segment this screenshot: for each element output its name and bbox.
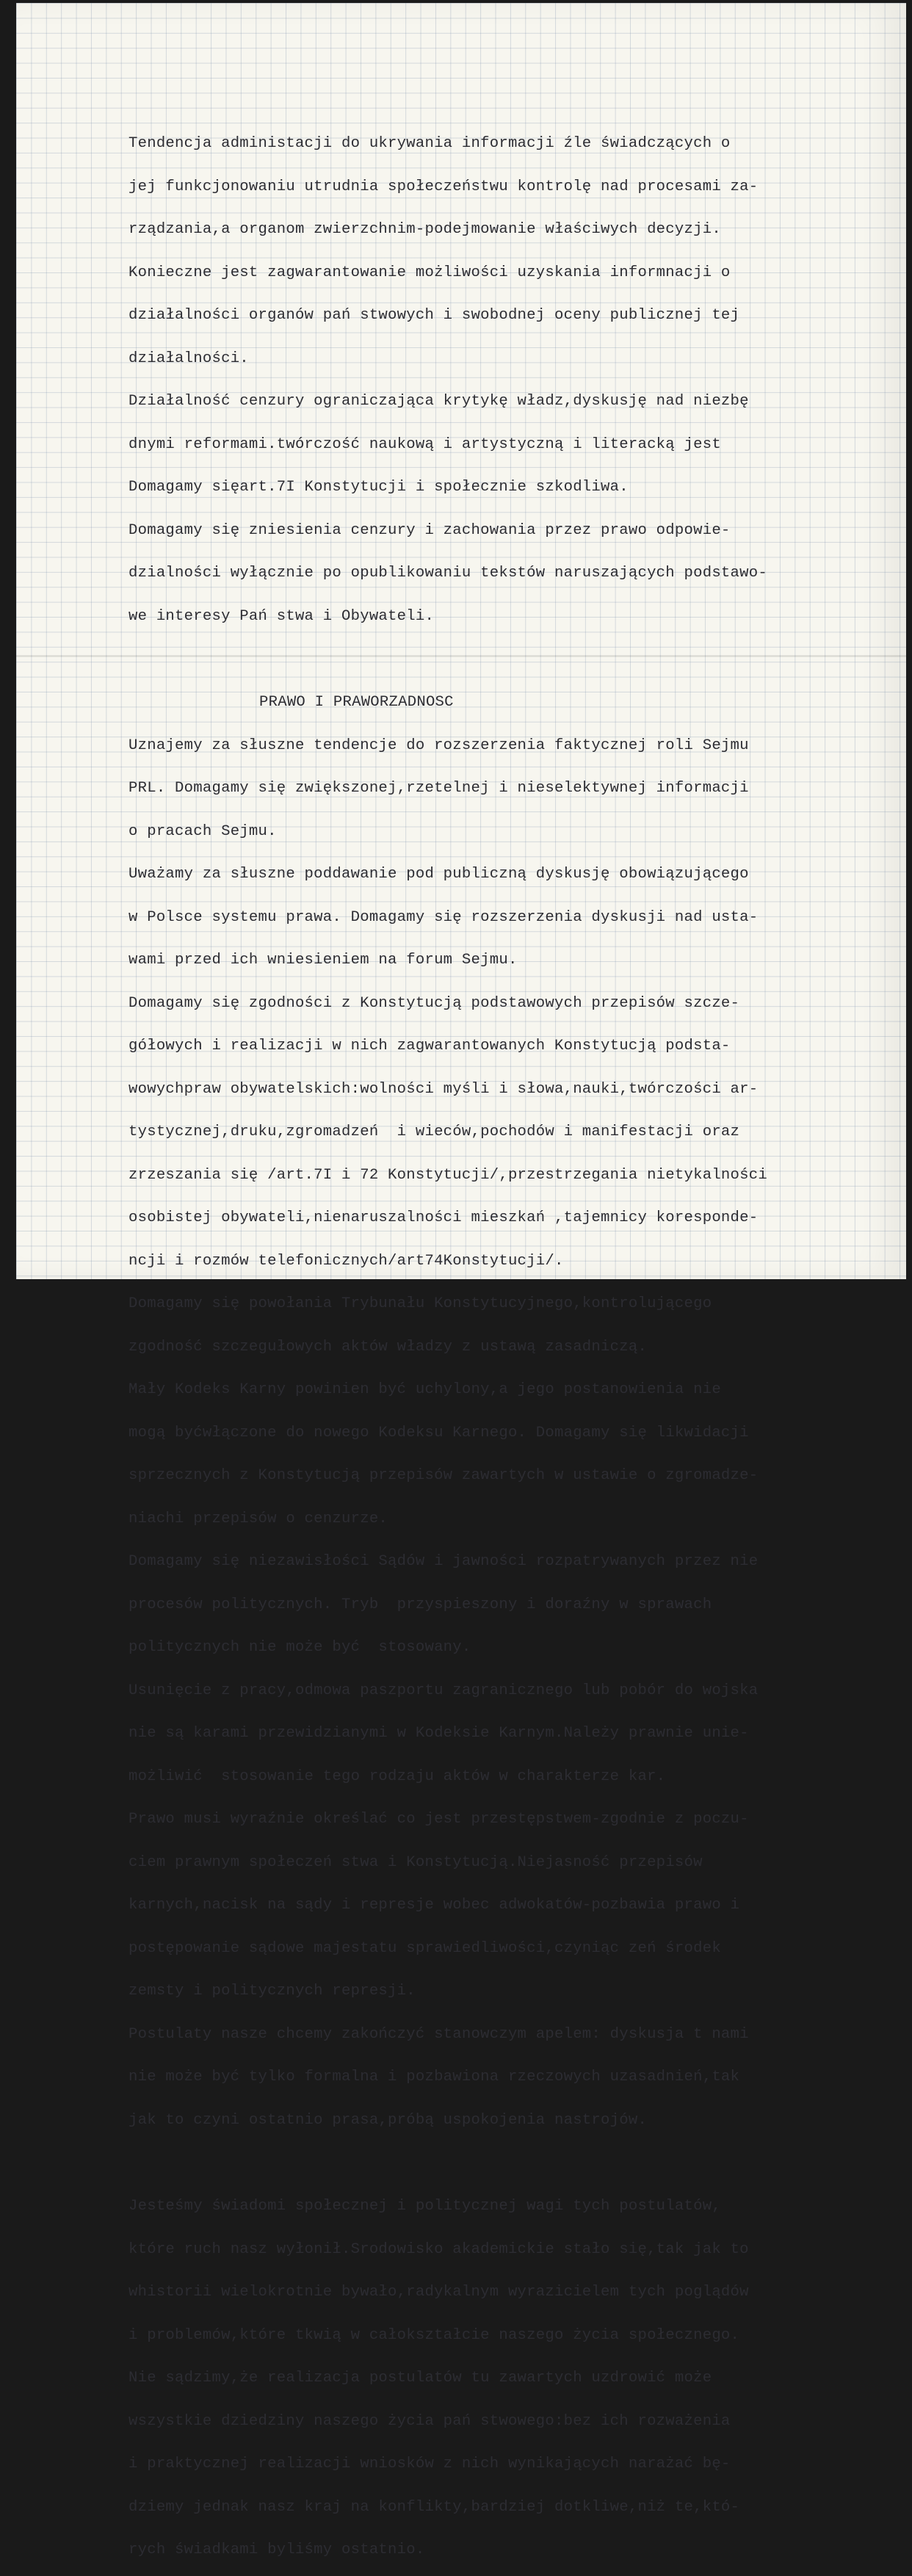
text-line: Uważamy za słuszne poddawanie pod publiczną dyskusję obowiązującego — [129, 866, 749, 883]
text-line: procesów politycznych. Tryb przyspieszony i doraźny w sprawach — [129, 1596, 712, 1613]
text-line: Nie sądzimy,że realizacja postulatów tu zawartych uzdrowić może — [129, 2370, 712, 2387]
document-page — [16, 3, 906, 2558]
text-line: które ruch nasz wyłonił.Srodowisko akademickie stało się,tak jak to — [129, 2240, 749, 2258]
text-line: Domagamy się powołania Trybunału Konstytucyjnego,kontrolującego — [129, 1295, 712, 1312]
text-line: nie może być tylko formalna i pozbawiona rzeczowych uzasadnień,tak — [129, 2069, 740, 2085]
text-line: wowychpraw obywatelskich:wolności myśli i słowa,nauki,twórczości ar- — [129, 1080, 759, 1098]
paragraph-gap — [129, 2156, 907, 2171]
text-line: jak to czyni ostatnio prasa,próbą uspokojenia nastrojów. — [129, 2111, 648, 2129]
text-line: możliwić stosowanie tego rodzaju aktów w charakterze kar. — [129, 1768, 666, 1785]
text-line: PRL. Domagamy się zwiększonej,rzetelnej i nieselektywnej informacji — [129, 780, 749, 797]
text-line: niachi przepisów o cenzurze. — [129, 1510, 388, 1527]
paragraph-gap — [129, 652, 907, 667]
text-line: ncji i rozmów telefonicznych/art74Konstytucji/. — [129, 1252, 564, 1270]
text-line: o pracach Sejmu. — [129, 822, 277, 840]
text-line: Domagamy się zgodności z Konstytucją podstawowych przepisów szcze- — [129, 994, 740, 1012]
text-line: politycznych nie może być stosowany. — [129, 1639, 471, 1656]
text-line: Domagamy sięart.7I Konstytucji i społecznie szkodliwa. — [129, 479, 629, 496]
text-line: zgodność szczegułowych aktów władzy z ustawą zasadniczą. — [129, 1338, 648, 1356]
text-line: działalności organów pań stwowych i swobodnej oceny publicznej tej — [129, 307, 740, 324]
text-line: i problemów,które tkwią w całokształcie naszego życia społecznego. — [129, 2326, 740, 2344]
text-line: Domagamy się zniesienia cenzury i zachowania przez prawo odpowie- — [129, 521, 731, 539]
text-line: zemsty i politycznych represji. — [129, 1983, 416, 2000]
text-line: osobistej obywateli,nienaruszalności mieszkań ,tajemnicy koresponde- — [129, 1209, 759, 1226]
text-line: Konieczne jest zagwarantowanie możliwości uzyskania informnacji o — [129, 264, 731, 281]
text-line: Domagamy się niezawisłości Sądów i jawności rozpatrywanych przez nie — [129, 1553, 759, 1570]
text-line: ciem prawnym społeczeń stwa i Konstytucją.Niejasność przepisów — [129, 1853, 703, 1871]
text-line: dzialności wyłącznie po opublikowaniu tekstów naruszających podstawo- — [129, 565, 767, 582]
text-line: Mały Kodeks Karny powinien być uchylony,a jego postanowienia nie — [129, 1381, 721, 1398]
text-line: dnymi reformami.twórczość naukową i artystyczną i literacką jest — [129, 435, 721, 453]
text-line: mogą byćwłączone do nowego Kodeksu Karnego. Domagamy się likwidacji — [129, 1424, 749, 1441]
text-line: Tendencja administacji do ukrywania informacji źle świadczących o — [129, 135, 731, 152]
text-line: i praktycznej realizacji wniosków z nich wynikających narażać bę- — [129, 2456, 731, 2472]
text-line: sprzecznych z Konstytucją przepisów zawartych w ustawie o zgromadze- — [129, 1467, 759, 1484]
text-line: we interesy Pań stwa i Obywateli. — [129, 607, 435, 625]
text-line: rządzania,a organom zwierzchnim-podejmowanie właściwych decyzji. — [129, 221, 721, 238]
text-line: wami przed ich wniesieniem na forum Sejmu. — [129, 952, 518, 969]
text-line: whistorii wielokrotnie bywało,radykalnym wyrazicielem tych poglądów — [129, 2284, 749, 2301]
text-line: nie są karami przewidzianymi w Kodeksie Karnym.Należy prawnie unie- — [129, 1725, 749, 1742]
text-line: karnych,nacisk na sądy i represje wobec adwokatów-pozbawia prawo i — [129, 1897, 740, 1914]
text-line: postępowanie sądowe majestatu sprawiedliwości,czyniąc zeń środek — [129, 1939, 721, 1957]
text-line: działalności. — [129, 350, 249, 367]
text-line: jej funkcjonowaniu utrudnia społeczeństwu kontrolę nad procesami za- — [129, 178, 759, 195]
text-line: zrzeszania się /art.7I i 72 Konstytucji/,przestrzegania nietykalności — [129, 1166, 767, 1184]
text-line: gółowych i realizacji w nich zagwarantowanych Konstytucją podsta- — [129, 1038, 731, 1054]
section-heading: PRAWO I PRAWORZADNOSC — [259, 694, 454, 711]
text-line: Jesteśmy świadomi społecznej i politycznej wagi tych postulatów, — [129, 2198, 721, 2215]
text-line: wszystkie dziedziny naszego życia pań stwowego:bez ich rozważenia — [129, 2412, 731, 2430]
text-line: w Polsce systemu prawa. Domagamy się rozszerzenia dyskusji nad usta- — [129, 908, 759, 926]
text-line: rych świadkami byliśmy ostatnio. — [129, 2541, 425, 2558]
text-line: Prawo musi wyraźnie określać co jest przestępstwem-zgodnie z poczu- — [129, 1811, 749, 1828]
text-line: Działalność cenzury ograniczająca krytykę władz,dyskusję nad niezbę — [129, 393, 749, 410]
text-line: dziemy jednak nasz kraj na konflikty,bardziej dotkliwe,niż te,któ- — [129, 2498, 740, 2516]
text-line: tystycznej,druku,zgromadzeń i wieców,pochodów i manifestacji oraz — [129, 1124, 740, 1140]
text-line: Usunięcie z pracy,odmowa paszportu zagranicznego lub pobór do wojska — [129, 1682, 759, 1699]
text-line: Uznajemy za słuszne tendencje do rozszerzenia faktycznej roli Sejmu — [129, 737, 749, 754]
typewritten-text — [129, 108, 907, 2576]
text-line: Postulaty nasze chcemy zakończyć stanowczym apelem: dyskusja t nami — [129, 2025, 749, 2043]
